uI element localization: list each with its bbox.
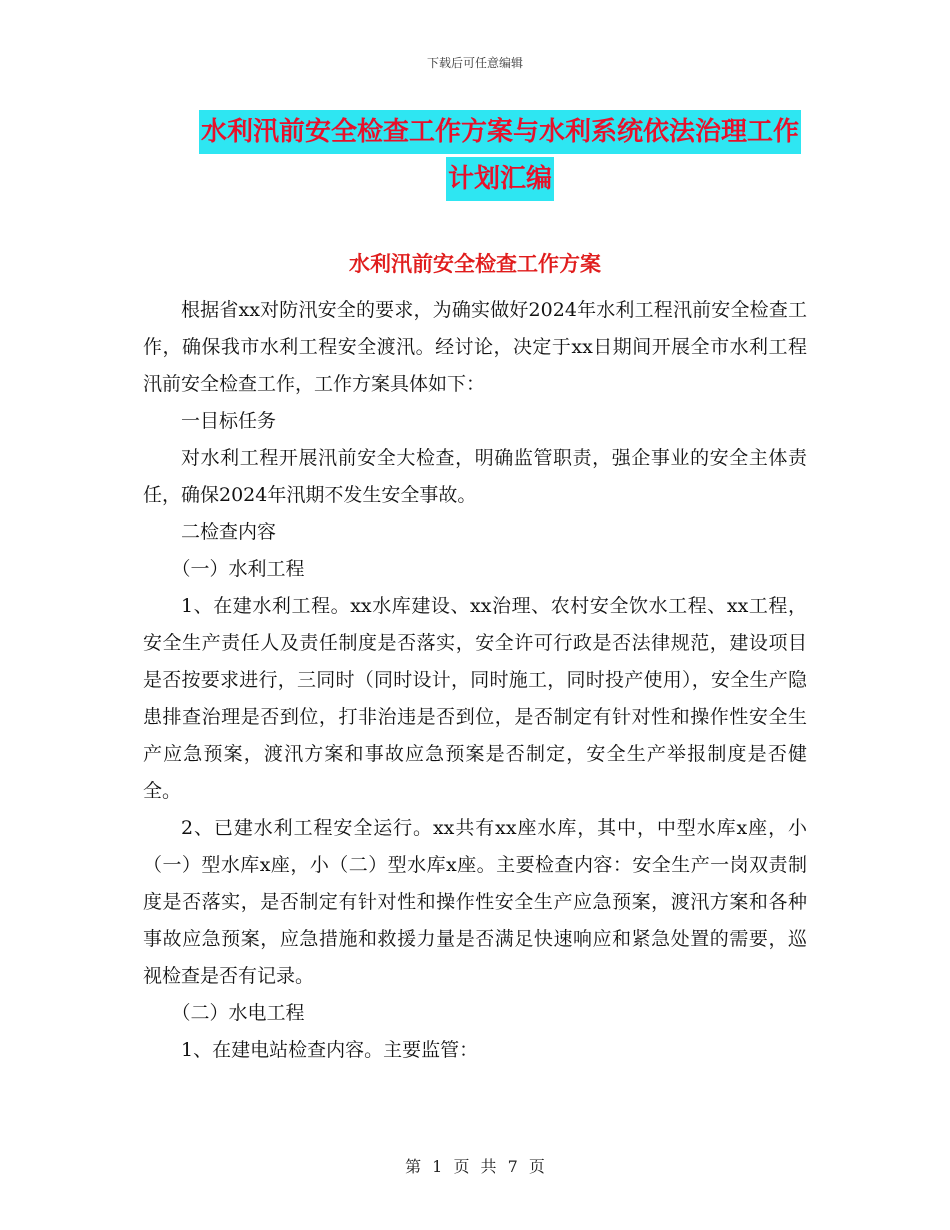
document-body	[143, 292, 807, 1069]
paragraph-station-check: 1、在建电站检查内容。主要监管：	[181, 1039, 479, 1061]
paragraph-intro: 根据省xx对防汛安全的要求，为确实做好2024年水利工程汛前安全检查工作，确保我市水利工程安全渡汛。经讨论，决定于xx日期间开展全市水利工程汛前安全检查工作，工作方案具体如下：	[143, 299, 807, 395]
page-header-note: 下载后可任意编辑	[426, 56, 523, 70]
title-line-2: 计划汇编	[446, 157, 554, 201]
subheading-hydropower: （二）水电工程	[171, 1002, 305, 1024]
heading-content: 二检查内容	[181, 521, 277, 543]
heading-goal: 一目标任务	[181, 410, 277, 432]
paragraph-goal: 对水利工程开展汛前安全大检查，明确监管职责，强企事业的安全主体责任，确保2024年汛期不发生安全事故。	[143, 447, 807, 506]
paragraph-built-projects: 2、已建水利工程安全运行。xx共有xx座水库，其中，中型水库x座，小（一）型水库x座，小（二）型水库x座。主要检查内容：安全生产一岗双责制度是否落实，是否制定有针对性和操作性安全生产应急预案，渡汛方案和各种事故应急预案，应急措施和救援力量是否满足快速响应和紧急处置的需要，巡视检查是否有记录。	[143, 817, 807, 987]
document-title	[140, 110, 860, 204]
title-line-1: 水利汛前安全检查工作方案与水利系统依法治理工作	[199, 110, 801, 154]
page-number: 第 1 页 共 7 页	[405, 1157, 545, 1176]
subheading-water-project: （一）水利工程	[171, 558, 305, 580]
paragraph-in-construction: 1、在建水利工程。xx水库建设、xx治理、农村安全饮水工程、xx工程，安全生产责任人及责任制度是否落实，安全许可行政是否法律规范，建设项目是否按要求进行，三同时（同时设计，同时施工，同时投产使用），安全生产隐患排查治理是否到位，打非治违是否到位，是否制定有针对性和操作性安全生产应急预案，渡汛方案和事故应急预案是否制定，安全生产举报制度是否健全。	[143, 595, 807, 802]
section-title: 水利汛前安全检查工作方案	[349, 251, 601, 276]
